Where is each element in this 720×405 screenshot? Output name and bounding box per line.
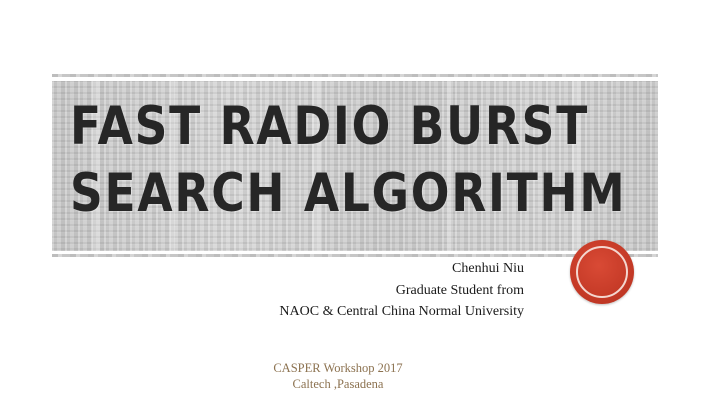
event-footer: [218, 360, 458, 392]
circle-ring: [576, 246, 628, 298]
title-bottom-rule: [52, 254, 658, 257]
title-top-rule: [52, 74, 658, 77]
title-line-2: SEARCH ALGORITHM: [70, 163, 627, 224]
event-name: CASPER Workshop 2017: [273, 361, 403, 375]
slide-title: [70, 93, 626, 227]
title-line-1: FAST RADIO BURST: [70, 96, 590, 157]
presenter-role: Graduate Student from: [395, 282, 524, 298]
presenter-info: [279, 258, 524, 323]
presenter-name: Chenhui Niu: [452, 261, 524, 276]
presenter-affiliation: NAOC & Central China Normal University: [279, 304, 524, 319]
title-band: [52, 81, 658, 251]
red-circle-icon: [570, 240, 634, 304]
event-location: Caltech ,Pasadena: [292, 377, 384, 391]
